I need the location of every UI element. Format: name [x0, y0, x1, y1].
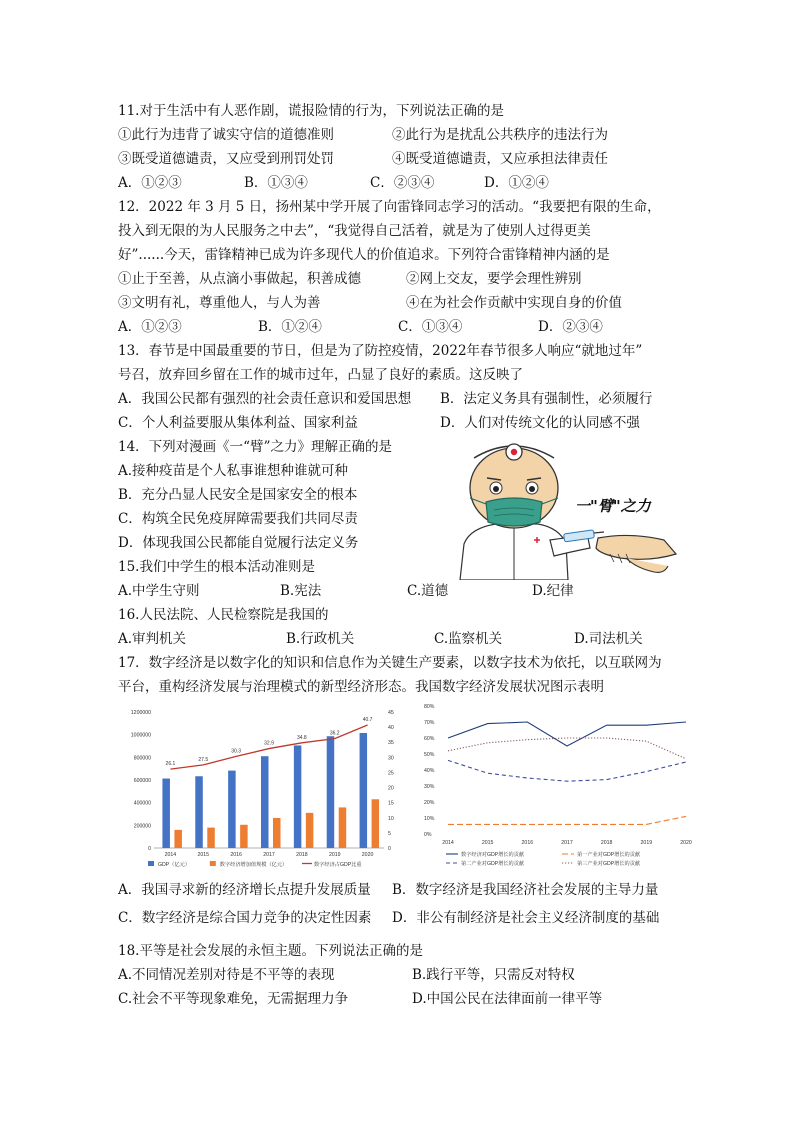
q17-option-b: B．数字经济是我国经济社会发展的主导力量 [392, 882, 659, 898]
bar [207, 828, 215, 848]
x-tick-label: 2017 [263, 852, 275, 858]
q18-option-b: B.践行平等，只需反对特权 [412, 967, 575, 983]
q14-option-a: A.接种疫苗是个人私事谁想种谁就可种 [118, 463, 349, 479]
q12-statement-3: ③文明有礼，尊重他人，与人为善 [118, 295, 321, 311]
q18-option-a: A.不同情况差别对待是不平等的表现 [118, 967, 335, 983]
x-tick-label: 2019 [640, 840, 653, 846]
x-tick-label: 2016 [230, 852, 242, 858]
cartoon-caption: 一"臂"之力 [575, 497, 651, 515]
q12-stem-line-2: 投入到无限的为人民服务之中去”，“我觉得自己活着，就是为了使别人过得更美 [118, 223, 591, 239]
q18-stem: 18.平等是社会发展的永恒主题。下列说法正确的是 [118, 943, 423, 959]
x-tick-label: 2014 [164, 852, 177, 858]
legend-label: 数字经济对GDP增长的贡献 [461, 852, 525, 858]
y-tick-label: 0% [424, 832, 432, 838]
q13-option-c: C．个人利益要服从集体利益、国家利益 [118, 415, 358, 431]
bar [261, 756, 269, 848]
x-tick-label: 2020 [680, 840, 692, 846]
y2-tick-label: 25 [388, 770, 394, 777]
q17-option-a: A．我国寻求新的经济增长点提升发展质量 [118, 882, 371, 898]
q12-statement-1: ①止于至善，从点滴小事做起，积善成德 [118, 271, 361, 287]
bar [228, 771, 236, 848]
legend-label: 数字经济增加值规模（亿元） [219, 862, 288, 868]
x-tick-label: 2019 [328, 852, 341, 858]
q16-stem: 16.人民法院、人民检察院是我国的 [118, 607, 329, 623]
q16-option-d: D.司法机关 [574, 631, 643, 647]
bar [273, 818, 281, 848]
q18-option-d: D.中国公民在法律面前一律平等 [412, 991, 603, 1007]
data-label: 32.9 [264, 740, 274, 747]
bar [174, 830, 182, 848]
q11-option-c: C．②③④ [370, 175, 435, 191]
q14-option-d: D．体现我国公民都能自觉履行法定义务 [118, 535, 359, 551]
bar [327, 736, 335, 848]
x-tick-label: 2016 [521, 840, 534, 846]
y-tick-label: 80% [424, 704, 435, 710]
q11-statement-2: ②此行为是扰乱公共秩序的违法行为 [392, 127, 608, 143]
q13-stem-line-1: 13．春节是中国最重要的节日，但是为了防控疫情，2022年春节很多人响应“就地过年” [118, 343, 643, 359]
q11-option-a: A．①②③ [118, 175, 182, 191]
q16-option-b: B.行政机关 [286, 631, 355, 647]
series-line [448, 816, 686, 824]
q17-stem-line-2: 平台，重构经济发展与治理模式的新型经济形态。我国数字经济发展状况图示表明 [118, 679, 604, 695]
x-tick-label: 2015 [197, 852, 210, 858]
q15-option-d: D.纪律 [532, 583, 574, 599]
q16-option-c: C.监察机关 [434, 631, 503, 647]
y2-tick-label: 10 [388, 815, 394, 822]
data-label: 26.1 [165, 761, 176, 768]
y2-tick-label: 20 [388, 785, 394, 792]
q12-statement-4: ④在为社会作贡献中实现自身的价值 [406, 295, 622, 311]
y-tick-label: 800000 [133, 755, 151, 762]
q14-option-c: C．构筑全民免疫屏障需要我们共同尽责 [118, 511, 358, 527]
bar [360, 733, 368, 848]
q13-option-b: B．法定义务具有强制性，必须履行 [440, 391, 653, 407]
series-line [448, 760, 686, 781]
q12-option-b: B．①②④ [258, 319, 322, 335]
q11-statement-1: ①此行为违背了诚实守信的道德准则 [118, 127, 334, 143]
q15-stem: 15.我们中学生的根本活动准则是 [118, 559, 315, 575]
series-line [448, 738, 686, 759]
x-tick-label: 2015 [481, 840, 494, 846]
data-label: 27.5 [198, 756, 209, 763]
y-tick-label: 0 [148, 846, 151, 852]
q11-option-d: D．①②④ [484, 175, 549, 191]
q12-stem-line-3: 好”......今天，雷锋精神已成为许多现代人的价值追求。下列符合雷锋精神内涵的是 [118, 247, 610, 263]
bar [195, 776, 203, 848]
y-tick-label: 600000 [133, 778, 151, 784]
y-tick-label: 1200000 [130, 710, 151, 716]
gdp-digital-economy-chart [118, 700, 414, 872]
q13-option-d: D．人们对传统文化的认同感不强 [440, 415, 640, 431]
y-tick-label: 1000000 [130, 732, 151, 739]
q15-option-a: A.中学生守则 [118, 583, 200, 599]
q12-option-d: D．②③④ [538, 319, 603, 335]
x-tick-label: 2020 [361, 852, 374, 858]
data-label: 30.3 [231, 748, 242, 755]
y-tick-label: 70% [424, 720, 435, 726]
bar [240, 825, 248, 848]
y-tick-label: 30% [424, 784, 435, 790]
y2-tick-label: 5 [388, 830, 391, 837]
y2-tick-label: 40 [388, 725, 394, 732]
q15-option-b: B.宪法 [280, 583, 322, 599]
legend-swatch [210, 861, 216, 866]
legend-label: 第三产业对GDP增长的贡献 [577, 861, 641, 867]
data-label: 40.7 [362, 716, 373, 723]
y-tick-label: 20% [424, 800, 435, 806]
gdp-contribution-chart [416, 700, 698, 872]
q18-option-c: C.社会不平等现象难免，无需据理力争 [118, 991, 349, 1007]
bar [294, 745, 302, 848]
q17-option-d: D．非公有制经济是社会主义经济制度的基础 [392, 910, 660, 926]
q12-stem-line-1: 12．2022 年 3 月 5 日，扬州某中学开展了向雷锋同志学习的活动。“我要把有限的生命， [118, 199, 661, 215]
x-tick-label: 2017 [561, 840, 573, 846]
q15-option-c: C.道德 [407, 583, 449, 599]
q13-stem-line-2: 号召，放弃回乡留在工作的城市过年，凸显了良好的素质。这反映了 [118, 367, 523, 383]
q11-statement-3: ③既受道德谴责，又应受到刑罚处罚 [118, 151, 334, 167]
legend-label: 第一产业对GDP增长的贡献 [577, 852, 641, 858]
q12-option-c: C．①③④ [398, 319, 463, 335]
y2-tick-label: 35 [388, 740, 394, 747]
y-tick-label: 400000 [133, 800, 151, 807]
y-tick-label: 50% [424, 752, 435, 758]
y2-tick-label: 45 [388, 710, 394, 716]
q11-statement-4: ④既受道德谴责，又应承担法律责任 [392, 151, 608, 167]
q12-option-a: A．①②③ [118, 319, 182, 335]
y-tick-label: 40% [424, 768, 435, 774]
q17-stem-line-1: 17．数字经济是以数字化的知识和信息作为关键生产要素，以数字技术为依托，以互联网为 [118, 655, 662, 671]
y-tick-label: 200000 [133, 823, 151, 830]
bar [162, 779, 170, 848]
q12-statement-2: ②网上交友，要学会理性辨别 [406, 271, 582, 287]
bar [339, 807, 347, 848]
y-tick-label: 10% [424, 816, 435, 822]
x-tick-label: 2018 [296, 852, 308, 858]
data-label: 36.2 [329, 730, 340, 737]
y2-tick-label: 0 [388, 846, 391, 852]
q13-option-a: A．我国公民都有强烈的社会责任意识和爱国思想 [118, 391, 412, 407]
q14-stem: 14．下列对漫画《一“臂”之力》理解正确的是 [118, 439, 392, 455]
bar [372, 799, 380, 848]
legend-label: GDP（亿元） [158, 862, 190, 868]
legend-label: 数字经济占GDP比重 [314, 862, 362, 868]
y2-tick-label: 30 [388, 755, 394, 762]
q11-option-b: B．①③④ [244, 175, 308, 191]
x-tick-label: 2018 [600, 840, 613, 846]
x-tick-label: 2014 [442, 840, 454, 846]
y-tick-label: 60% [424, 736, 435, 742]
q17-option-c: C．数字经济是综合国力竞争的决定性因素 [118, 910, 372, 926]
data-label: 34.8 [296, 734, 307, 741]
q14-option-b: B．充分凸显人民安全是国家安全的根本 [118, 487, 358, 503]
series-line [448, 722, 686, 746]
q11-stem: 11.对于生活中有人恶作剧，谎报险情的行为，下列说法正确的是 [118, 103, 504, 119]
legend-label: 第二产业对GDP增长的贡献 [461, 861, 525, 867]
q16-option-a: A.审判机关 [118, 631, 187, 647]
legend-swatch [148, 861, 154, 866]
y2-tick-label: 15 [388, 800, 394, 807]
bar [306, 813, 314, 848]
